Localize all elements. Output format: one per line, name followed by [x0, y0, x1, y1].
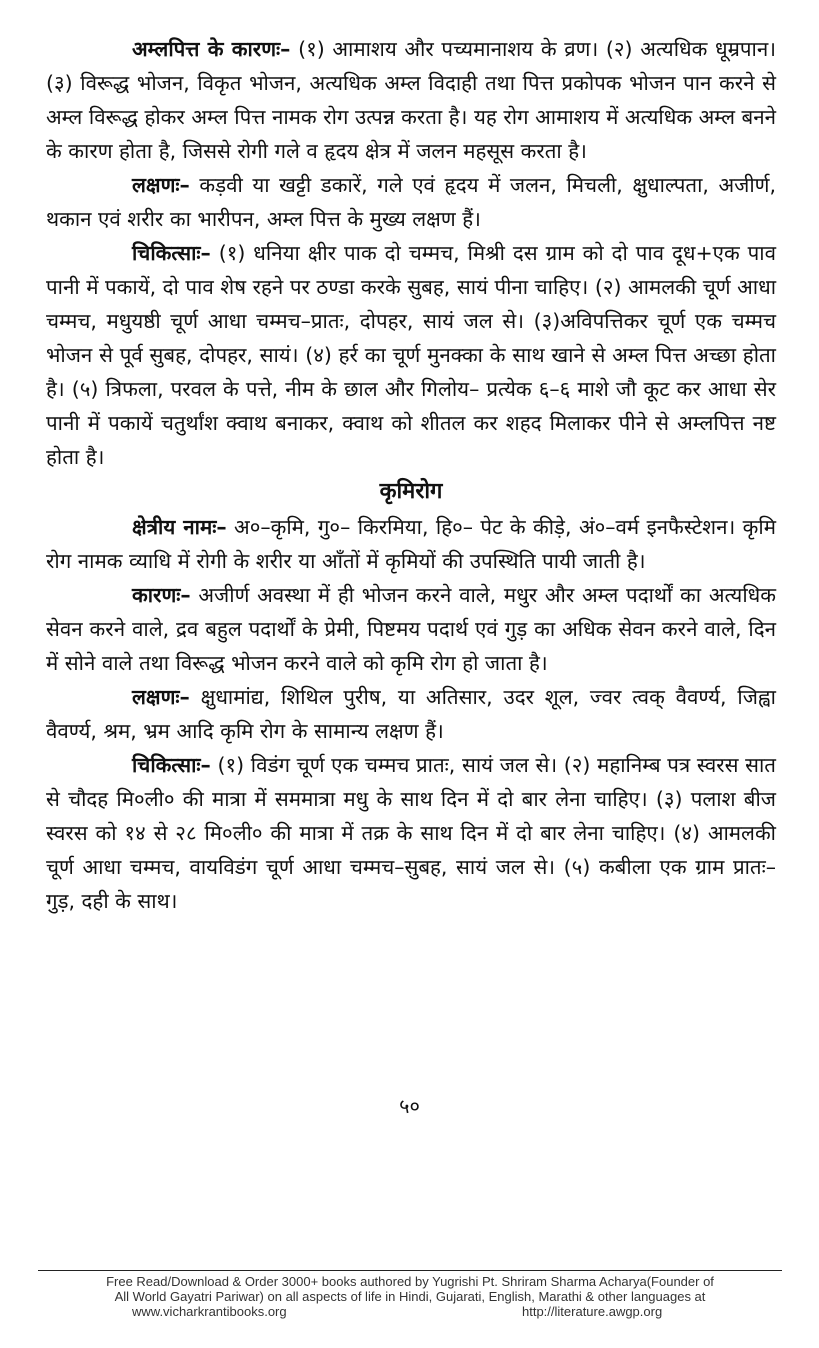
amlapitta-karan-text: (१) आमाशय और पच्यमानाशय के व्रण। (२) अत्यधिक धूम्रपान। (३) विरूद्ध भोजन, विकृत भोजन, अत्यधिक अम्ल विदाही तथा पित्त प्रकोपक भोजन पान करने से अम्ल विरूद्ध होकर अम्ल पित्त नामक रोग उत्पन्न करता है। यह रोग आमाशय में अत्यधिक अम्ल बनने के कारण होता है, जिससे रोगी गले व हृदय क्षेत्र में जलन महसूस करता है।: [46, 37, 776, 163]
footer-line-2: All World Gayatri Pariwar) on all aspects of life in Hindi, Gujarati, English, Marathi & other languages at: [114, 1289, 706, 1304]
footer-divider: [38, 1270, 782, 1271]
amlapitta-lakshan-text: कड़वी या खट्टी डकारें, गले एवं हृदय में जलन, मिचली, क्षुधाल्पता, अजीर्ण, थकान एवं शरीर का भारीपन, अम्ल पित्त के मुख्य लक्षण हैं।: [46, 173, 776, 231]
footer-line-1: Free Read/Download & Order 3000+ books authored by Yugrishi Pt. Shriram Sharma Acharya(Founder of: [106, 1274, 714, 1289]
amlapitta-karan-paragraph: [46, 32, 776, 168]
amlapitta-karan-label: अम्लपित्त के कारणः–: [132, 37, 291, 61]
footer-links: [40, 1304, 780, 1319]
page-body: [46, 32, 776, 918]
krimirog-karan-text: अजीर्ण अवस्था में ही भोजन करने वाले, मधुर और अम्ल पदार्थों का अत्यधिक सेवन करने वाले, द्रव बहुल पदार्थों के प्रेमी, पिष्टमय पदार्थ एवं गुड़ का अधिक सेवन करने वाले, दिन में सोने वाले तथा विरूद्ध भोजन करने वाले को कृमि रोग हो जाता है।: [46, 583, 776, 675]
krimirog-chikitsa-text: (१) विडंग चूर्ण एक चम्मच प्रातः, सायं जल से। (२) महानिम्ब पत्र स्वरस सात से चौदह मि०ली० की मात्रा में सममात्रा मधु के साथ दिन में दो बार लेना चाहिए। (३) पलाश बीज स्वरस को १४ से २८ मि०ली० की मात्रा में तक्र के साथ दिन में दो बार लेना चाहिए। (४) आमलकी चूर्ण आधा चम्मच, वायविडंग चूर्ण आधा चम्मच–सुबह, सायं जल से। (५) कबीला एक ग्राम प्रातः– गुड़, दही के साथ।: [46, 753, 776, 913]
krimirog-kshetriya-paragraph: [46, 510, 776, 578]
amlapitta-lakshan-label: लक्षणः–: [132, 173, 190, 197]
krimirog-heading: कृमिरोग: [379, 479, 443, 504]
amlapitta-chikitsa-paragraph: [46, 236, 776, 474]
amlapitta-chikitsa-label: चिकित्साः–: [132, 241, 211, 265]
krimirog-lakshan-label: लक्षणः–: [132, 685, 190, 709]
footer: [40, 1274, 780, 1319]
krimirog-karan-label: कारणः–: [132, 583, 191, 607]
amlapitta-chikitsa-text: (१) धनिया क्षीर पाक दो चम्मच, मिश्री दस ग्राम को दो पाव दूध+एक पाव पानी में पकायें, दो पाव शेष रहने पर ठण्डा करके सुबह, सायं पीना चाहिए। (२) आमलकी चूर्ण आधा चम्मच, मधुयष्ठी चूर्ण आधा चम्मच–प्रातः, दोपहर, सायं जल से। (३)अविपत्तिकर चूर्ण एक चम्मच भोजन से पूर्व सुबह, दोपहर, सायं। (४) हर्र का चूर्ण मुनक्का के साथ खाने से अम्ल पित्त अच्छा होता है। (५) त्रिफला, परवल के पत्ते, नीम के छाल और गिलोय– प्रत्येक ६–६ माशे जौ कूट कर आधा सेर पानी में पकायें चतुर्थांश क्वाथ बनाकर, क्वाथ को शीतल कर शहद मिलाकर पीने से अम्लपित्त नष्ट होता है।: [46, 241, 776, 469]
page-number: ५०: [399, 1094, 420, 1118]
krimirog-karan-paragraph: [46, 578, 776, 680]
krimirog-lakshan-text: क्षुधामांद्य, शिथिल पुरीष, या अतिसार, उदर शूल, ज्वर त्वक् वैवर्ण्य, जिह्वा वैवर्ण्य, श्रम, भ्रम आदि कृमि रोग के सामान्य लक्षण हैं।: [46, 685, 776, 743]
krimirog-kshetriya-label: क्षेत्रीय नामः–: [132, 515, 227, 539]
footer-link-awgp[interactable]: http://literature.awgp.org: [522, 1304, 663, 1319]
krimirog-chikitsa-label: चिकित्साः–: [132, 753, 211, 777]
krimirog-chikitsa-paragraph: [46, 748, 776, 918]
amlapitta-lakshan-paragraph: [46, 168, 776, 236]
footer-link-vicharkranti[interactable]: www.vicharkrantibooks.org: [132, 1304, 287, 1319]
krimirog-lakshan-paragraph: [46, 680, 776, 748]
krimirog-kshetriya-text: अ०–कृमि, गु०– किरमिया, हि०– पेट के कीड़े, अं०–वर्म इनफैस्टेशन। कृमि रोग नामक व्याधि में रोगी के शरीर या आँतों में कृमियों की उपस्थिति पायी जाती है।: [46, 515, 776, 573]
